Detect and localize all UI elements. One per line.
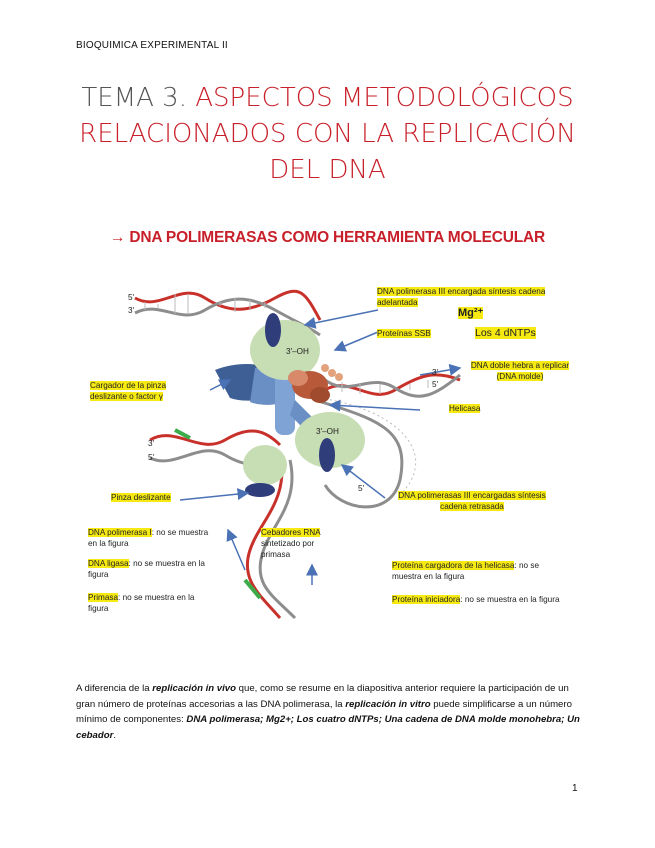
five-prime-right: 5' [432, 380, 439, 389]
three-oh-upper: 3'–OH [286, 347, 309, 356]
polymerase-leading-shape [250, 320, 320, 380]
pol3-lagging-label: DNA polimerasas III encargadas síntesis cadena retrasada [398, 491, 546, 511]
polymerase-lagging-2-shape [243, 445, 287, 485]
template-dna-helix [325, 375, 460, 396]
three-oh-lower: 3'–OH [316, 427, 339, 436]
body-paragraph: A diferencia de la replicación in vivo que, como se resume en la diapositiva anterior requiere la participación de un gran número de proteínas accesorias a las DNA polimerasa, la replicación in vitro puede simplificarse a un número mínimo de componentes: DNA polimerasa; Mg2+; Los cuatro dNTPs; Una cadena de DNA molde monohebra; Un cebador. [76, 683, 580, 741]
three-prime-top: 3' [128, 306, 135, 315]
primers-label: Cebadores RNA sintetizado por primasa [261, 528, 321, 559]
five-prime-top: 5' [128, 293, 135, 302]
sliding-clamp-label: Pinza deslizante [111, 493, 171, 502]
sliding-clamp-lagging-shape [319, 438, 335, 472]
pol3-leading-label: DNA polimerasa III encargada síntesis cadena adelantada [377, 287, 546, 307]
document-header: BIOQUIMICA EXPERIMENTAL II [76, 40, 228, 51]
template-dna-label: DNA doble hebra a replicar (DNA molde) [470, 361, 570, 381]
title-prefix: TEMA 3. [81, 83, 196, 113]
title-main: ASPECTOS METODOLÓGICOS RELACIONADOS CON LA REPLICACIÓN DEL DNA [79, 83, 576, 185]
ssb-label: Proteínas SSB [377, 329, 431, 338]
dntps-label: Los 4 dNTPs [475, 327, 536, 339]
helicase-loader-label: Proteína cargadora de la helicasa: no se muestra en la figura [392, 561, 540, 581]
three-prime-right: 3' [432, 368, 439, 377]
primase-label: Primasa: no se muestra en la figura [88, 593, 195, 613]
page-number: 1 [572, 783, 578, 794]
five-prime-lower: 5' [358, 484, 365, 493]
clamp-loader-label: Cargador de la pinza deslizante o factor γ [90, 381, 167, 401]
page-title [60, 80, 595, 188]
replication-fork-figure [80, 280, 575, 625]
section-subtitle: → DNA POLIMERASAS COMO HERRAMIENTA MOLECULAR [110, 229, 545, 246]
three-prime-left: 3' [148, 439, 155, 448]
mg-label: Mg²⁺ [458, 307, 484, 319]
pol1-label: DNA polimerasa I: no se muestra en la figura [88, 528, 209, 548]
ligase-label: DNA ligasa: no se muestra en la figura [88, 559, 205, 579]
sliding-clamp-lower-shape [245, 483, 275, 497]
sliding-clamp-leading-shape [265, 313, 281, 347]
helicase-label: Helicasa [449, 404, 481, 413]
initiator-label: Proteína iniciadora: no se muestra en la figura [392, 595, 560, 604]
five-prime-left: 5' [148, 453, 155, 462]
